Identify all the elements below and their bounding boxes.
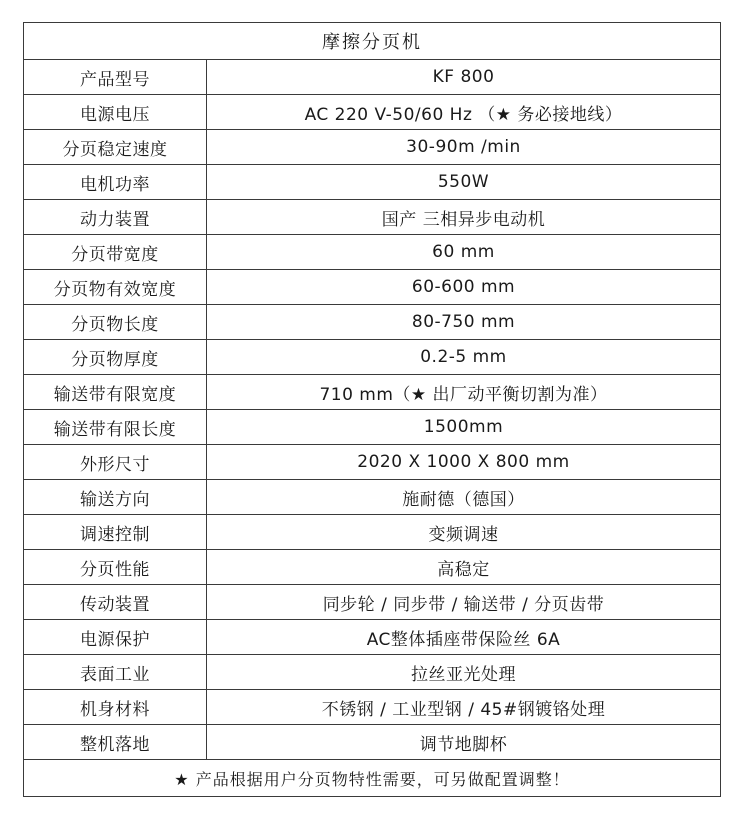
- row-value: 60 mm: [207, 235, 721, 270]
- row-label: 分页性能: [24, 550, 207, 585]
- row-label: 电机功率: [24, 165, 207, 200]
- row-label: 输送带有限宽度: [24, 375, 207, 410]
- table-row: [24, 340, 721, 375]
- table-row: [24, 200, 721, 235]
- row-label: 分页带宽度: [24, 235, 207, 270]
- row-value: 同步轮 / 同步带 / 输送带 / 分页齿带: [207, 585, 721, 620]
- row-value: 变频调速: [207, 515, 721, 550]
- table-row: [24, 130, 721, 165]
- row-value: 0.2-5 mm: [207, 340, 721, 375]
- row-value: 30-90m /min: [207, 130, 721, 165]
- row-value: AC 220 V-50/60 Hz （★ 务必接地线）: [207, 95, 721, 130]
- spec-sheet: [23, 22, 720, 797]
- row-value: 710 mm（★ 出厂动平衡切割为准）: [207, 375, 721, 410]
- row-label: 产品型号: [24, 60, 207, 95]
- row-label: 调速控制: [24, 515, 207, 550]
- row-value: 施耐德（德国）: [207, 480, 721, 515]
- table-row: [24, 620, 721, 655]
- table-row: [24, 270, 721, 305]
- row-value: 国产 三相异步电动机: [207, 200, 721, 235]
- spec-table: [23, 22, 721, 797]
- row-label: 分页物有效宽度: [24, 270, 207, 305]
- row-label: 动力装置: [24, 200, 207, 235]
- table-row: [24, 585, 721, 620]
- row-value: 调节地脚杯: [207, 725, 721, 760]
- table-row: [24, 515, 721, 550]
- row-label: 表面工业: [24, 655, 207, 690]
- table-note-row: [24, 760, 721, 797]
- row-value: 高稳定: [207, 550, 721, 585]
- table-note: ★ 产品根据用户分页物特性需要，可另做配置调整！: [24, 760, 721, 797]
- row-value: AC整体插座带保险丝 6A: [207, 620, 721, 655]
- row-label: 传动装置: [24, 585, 207, 620]
- table-row: [24, 725, 721, 760]
- row-label: 分页物厚度: [24, 340, 207, 375]
- row-value: 80-750 mm: [207, 305, 721, 340]
- table-row: [24, 445, 721, 480]
- row-value: KF 800: [207, 60, 721, 95]
- row-label: 分页物长度: [24, 305, 207, 340]
- table-title: 摩擦分页机: [24, 23, 721, 60]
- row-label: 输送带有限长度: [24, 410, 207, 445]
- table-title-row: [24, 23, 721, 60]
- row-label: 电源电压: [24, 95, 207, 130]
- table-row: [24, 655, 721, 690]
- table-row: [24, 95, 721, 130]
- table-row: [24, 305, 721, 340]
- table-row: [24, 480, 721, 515]
- table-row: [24, 375, 721, 410]
- row-label: 分页稳定速度: [24, 130, 207, 165]
- row-value: 2020 X 1000 X 800 mm: [207, 445, 721, 480]
- table-row: [24, 60, 721, 95]
- row-value: 550W: [207, 165, 721, 200]
- row-value: 1500mm: [207, 410, 721, 445]
- table-row: [24, 235, 721, 270]
- row-value: 不锈钢 / 工业型钢 / 45#钢镀铬处理: [207, 690, 721, 725]
- table-row: [24, 165, 721, 200]
- table-row: [24, 550, 721, 585]
- row-value: 60-600 mm: [207, 270, 721, 305]
- row-label: 整机落地: [24, 725, 207, 760]
- table-row: [24, 690, 721, 725]
- row-value: 拉丝亚光处理: [207, 655, 721, 690]
- row-label: 机身材料: [24, 690, 207, 725]
- row-label: 外形尺寸: [24, 445, 207, 480]
- row-label: 输送方向: [24, 480, 207, 515]
- row-label: 电源保护: [24, 620, 207, 655]
- table-row: [24, 410, 721, 445]
